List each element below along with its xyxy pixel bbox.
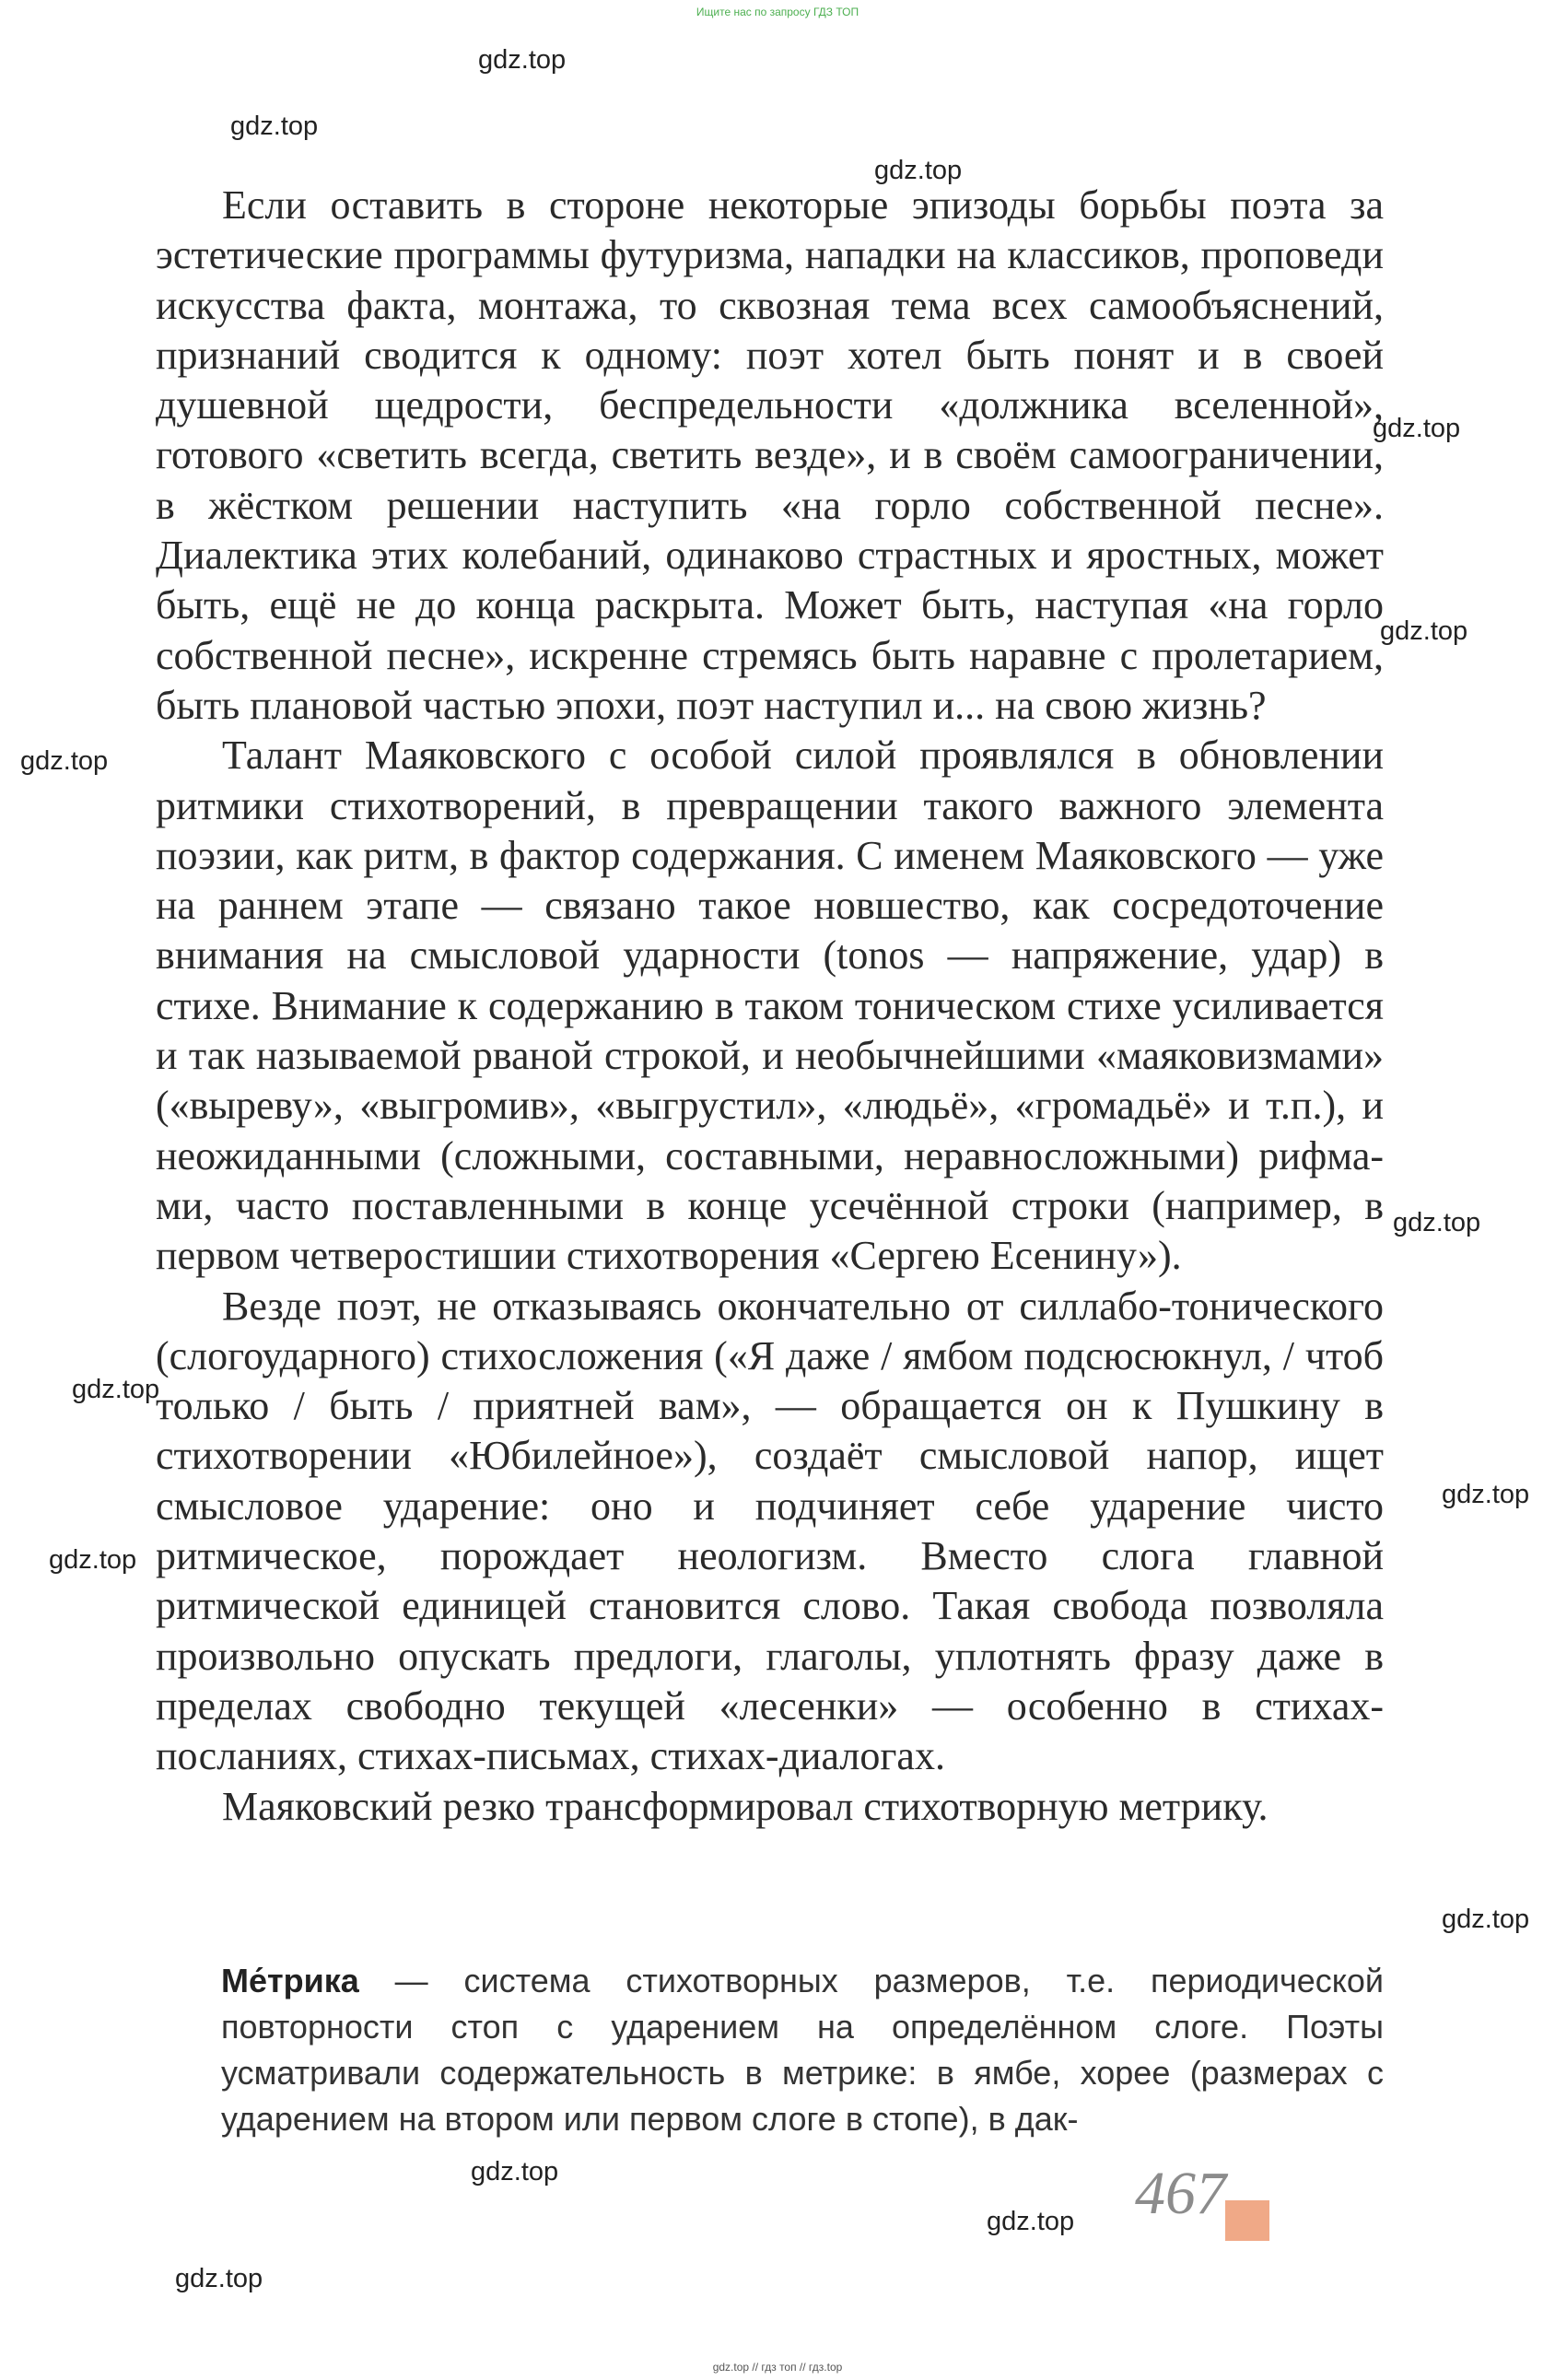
watermark: gdz.top — [1442, 1905, 1530, 1934]
paragraph: Везде поэт, не отказываясь окончательно от силлабо-тонического (слогоударного) стихосложения («Я даже / ямбом подсюсюкнул, / чтоб только / быть / приятней вам», — обращается он к Пушкину в стихотворении «Юбилейное»), создаёт смысловой напор, ищет смысловое ударение: оно и подчиняет себе ударение чисто ритмическое, порождает неологизм. Вместо слога главной ритмической единицей становится слово. Такая свобода позволяла произвольно опускать предлоги, глаголы, уплотнять фразу даже в пределах свободно текущей «лесенки» — особенно в стихах-посланиях, стихах-письмах, стихах-диалогах. — [156, 1283, 1384, 1779]
page-number: 467 — [1135, 2160, 1226, 2227]
watermark: gdz.top — [1442, 1480, 1530, 1509]
watermark: gdz.top — [175, 2264, 263, 2293]
watermark: gdz.top — [874, 156, 963, 185]
watermark: gdz.top — [1380, 616, 1468, 646]
watermark: gdz.top — [49, 1545, 137, 1575]
watermark: gdz.top — [478, 45, 567, 75]
watermark: gdz.top — [72, 1375, 160, 1404]
top-banner[interactable]: Ищите нас по запросу ГДЗ ТОП — [696, 6, 859, 18]
watermark: gdz.top — [471, 2157, 559, 2187]
footer[interactable]: gdz.top // гдз топ // гдз.top — [712, 2361, 843, 2374]
watermark: gdz.top — [987, 2207, 1075, 2236]
watermark: gdz.top — [20, 746, 109, 776]
body-text — [156, 181, 1384, 1832]
definition-block — [221, 1958, 1384, 2142]
paragraph: Талант Маяковского с особой силой проявлялся в обновлении ритмики стихотворений, в превращении такого важного элемента поэзии, как ритм, в фактор содержания. С именем Маяковского — уже на раннем этапе — связано такое новшество, как сосредоточение внимания на смысловой ударности (tonos — напряжение, удар) в стихе. Внимание к содержанию в таком тоническом стихе усиливается и так называемой рваной строкой, и необычнейшими «маяковизмами» («выреву», «выгромив», «выгрустил», «людьё», «громадьё» и т.п.), и неожиданными (сложными, составными, неравносложными) рифмами, часто поставленными в конце усечённой строки (например, в первом четверостишии стихотворения «Сергею Есенину»). — [156, 733, 1384, 1279]
watermark: gdz.top — [1393, 1208, 1481, 1237]
definition-text: — система стихотворных размеров, т.е. периодической повторности стоп с ударением на определённом слоге. Поэты усматривали содержательность в метрике: в ямбе, хорее (размерах с ударением на втором или первом слоге в стопе), в дак- — [221, 1962, 1384, 2138]
watermark: gdz.top — [230, 111, 319, 141]
watermark: gdz.top — [1373, 414, 1461, 443]
definition-term: Ме́трика — [221, 1962, 359, 1999]
paragraph: Маяковский резко трансформировал стихотворную метрику. — [222, 1783, 1269, 1829]
page-number-marker — [1225, 2200, 1269, 2241]
paragraph: Если оставить в стороне некоторые эпизоды борьбы поэта за эстетические программы футуризма, нападки на классиков, проповеди искусства факта, монтажа, то сквозная тема всех самообъяснений, признаний сводится к одному: поэт хотел быть понят и в своей душевной щедрости, беспредельности «должника вселенной», готового «светить всегда, светить везде», и в своём самоограничении, в жёстком решении наступить «на горло собственной песне». Диалектика этих колебаний, одинаково страстных и яростных, может быть, ещё не до конца раскрыта. Может быть, наступая «на горло собственной песне», искренне стремясь быть наравне с пролетарием, быть плановой частью эпохи, поэт наступил и... на свою жизнь? — [156, 182, 1384, 728]
